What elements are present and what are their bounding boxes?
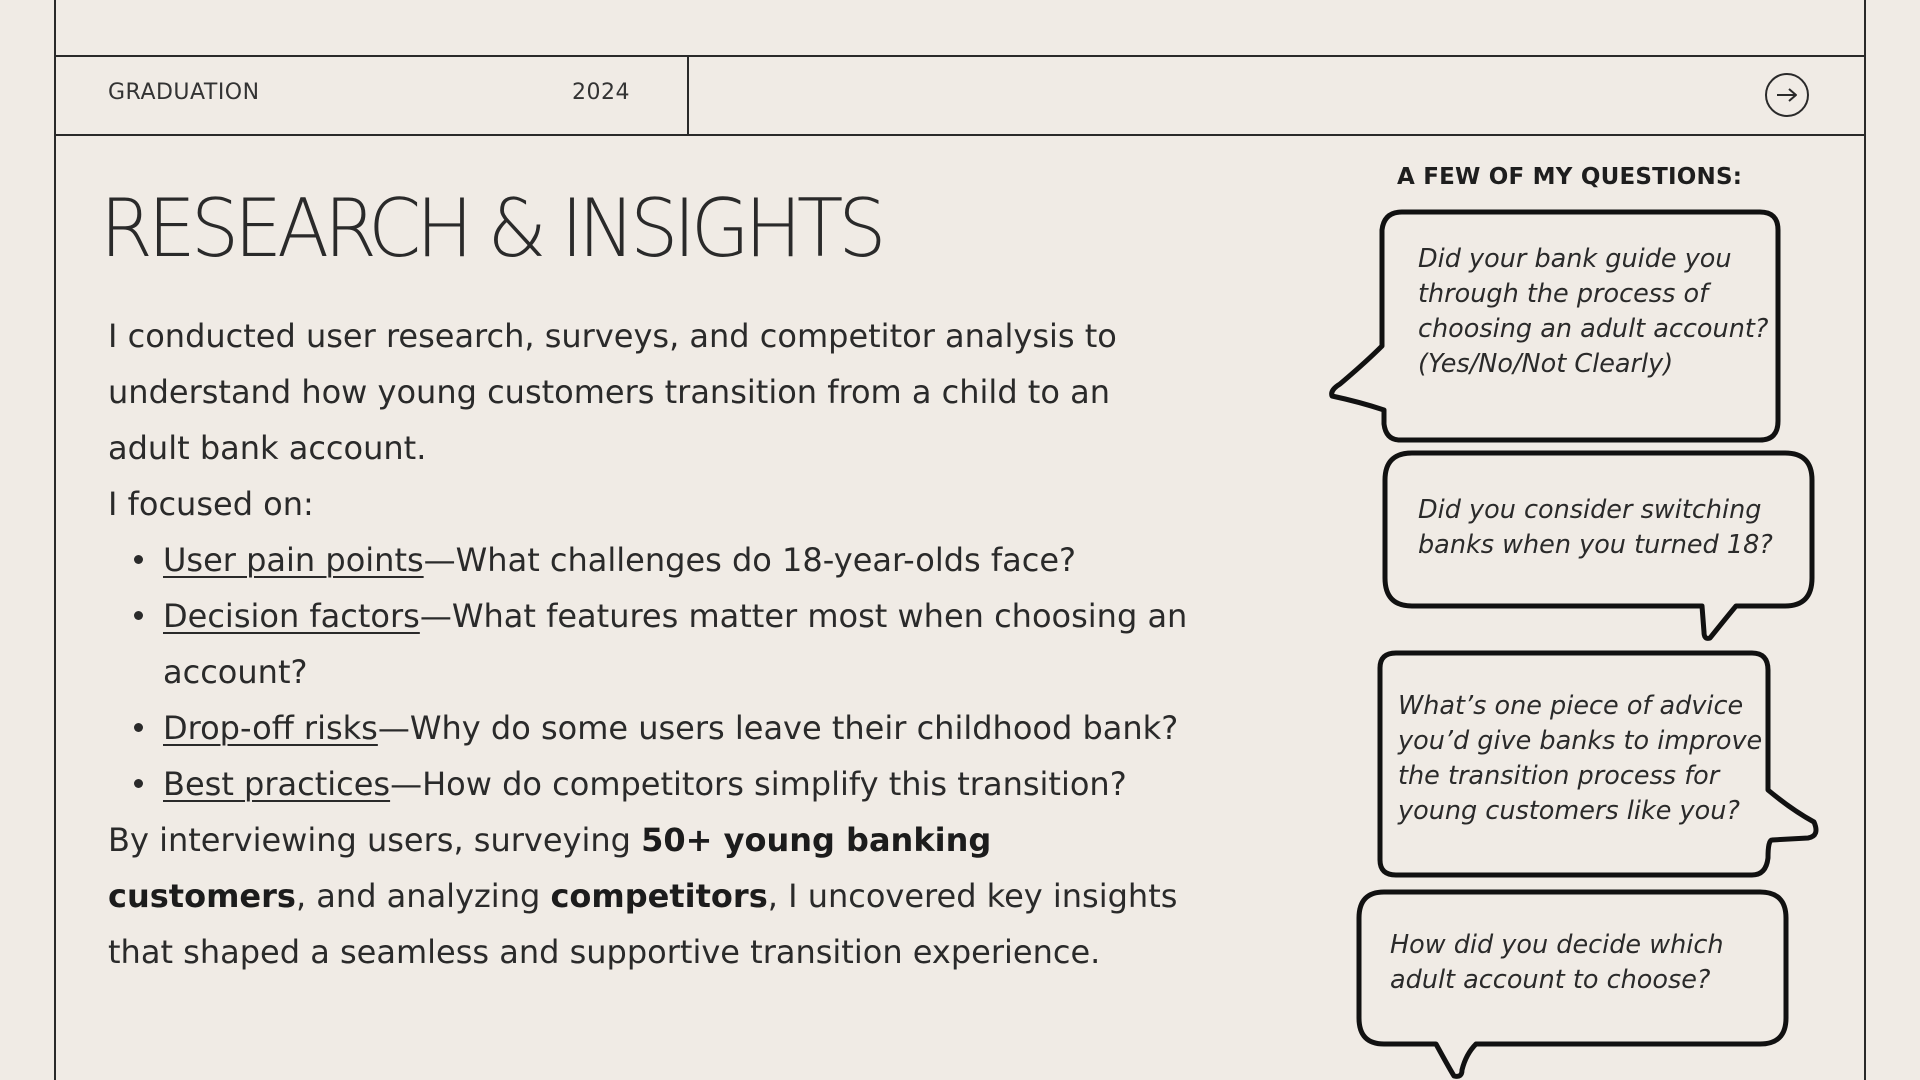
page-title: RESEARCH & INSIGHTS <box>100 180 882 275</box>
summary-text: , I uncovered key insights that shaped a seamless and supportive transition experience. <box>108 877 1178 971</box>
question-line: Did your bank guide you <box>1418 244 1732 274</box>
focus-term: Decision factors <box>163 597 420 635</box>
next-slide-button[interactable] <box>1765 73 1809 117</box>
frame-left-border <box>54 0 56 1080</box>
question-line: What’s one piece of advice <box>1398 691 1744 721</box>
focus-desc: —Why do some users leave their childhood bank? <box>377 709 1179 747</box>
summary-text: By interviewing users, surveying <box>108 821 642 859</box>
header-column-divider <box>687 55 689 135</box>
question-1-text <box>1418 242 1768 382</box>
question-line: through the process of <box>1418 279 1709 309</box>
focus-desc: —What challenges do 18-year-olds face? <box>423 541 1076 579</box>
question-4-text <box>1390 928 1724 998</box>
arrow-right-circle-icon <box>1774 86 1800 104</box>
focus-term: User pain points <box>163 541 424 579</box>
research-description <box>108 308 1188 980</box>
frame-right-border <box>1864 0 1866 1080</box>
summary-paragraph <box>108 812 1188 980</box>
focus-desc: —How do competitors simplify this transition? <box>390 765 1127 803</box>
summary-highlight-competitors: competitors <box>550 877 768 915</box>
question-line: banks when you turned 18? <box>1418 530 1773 560</box>
question-line: young customers like you? <box>1398 796 1740 826</box>
header-year: 2024 <box>572 80 630 105</box>
question-line: How did you decide which <box>1390 930 1724 960</box>
list-item <box>163 588 1188 700</box>
focus-term: Best practices <box>163 765 391 803</box>
question-line: Did you consider switching <box>1418 495 1762 525</box>
focus-list <box>108 532 1188 812</box>
question-line: choosing an adult account? <box>1418 314 1769 344</box>
focus-lead: I focused on: <box>108 485 314 523</box>
intro-paragraph: I conducted user research, surveys, and competitor analysis to understand how young customers transition from a child to an adult bank account. <box>108 317 1117 467</box>
summary-highlight-customers: 50+ young banking customers <box>108 821 992 915</box>
list-item <box>163 532 1188 588</box>
question-line: you’d give banks to improve <box>1398 726 1763 756</box>
list-item <box>163 756 1188 812</box>
focus-desc: —What features matter most when choosing an account? <box>163 597 1188 691</box>
question-line: adult account to choose? <box>1390 965 1711 995</box>
summary-text: , and analyzing <box>295 877 551 915</box>
question-line: the transition process for <box>1398 761 1720 791</box>
header-graduation-label: GRADUATION <box>108 80 260 105</box>
questions-heading: A FEW OF MY QUESTIONS: <box>1397 164 1743 190</box>
header-bottom-divider <box>54 134 1866 136</box>
question-line: (Yes/No/Not Clearly) <box>1418 349 1674 379</box>
focus-term: Drop-off risks <box>163 709 378 747</box>
question-3-text <box>1398 689 1762 829</box>
header-top-divider <box>54 55 1866 57</box>
list-item <box>163 700 1188 756</box>
question-2-text <box>1418 493 1773 563</box>
